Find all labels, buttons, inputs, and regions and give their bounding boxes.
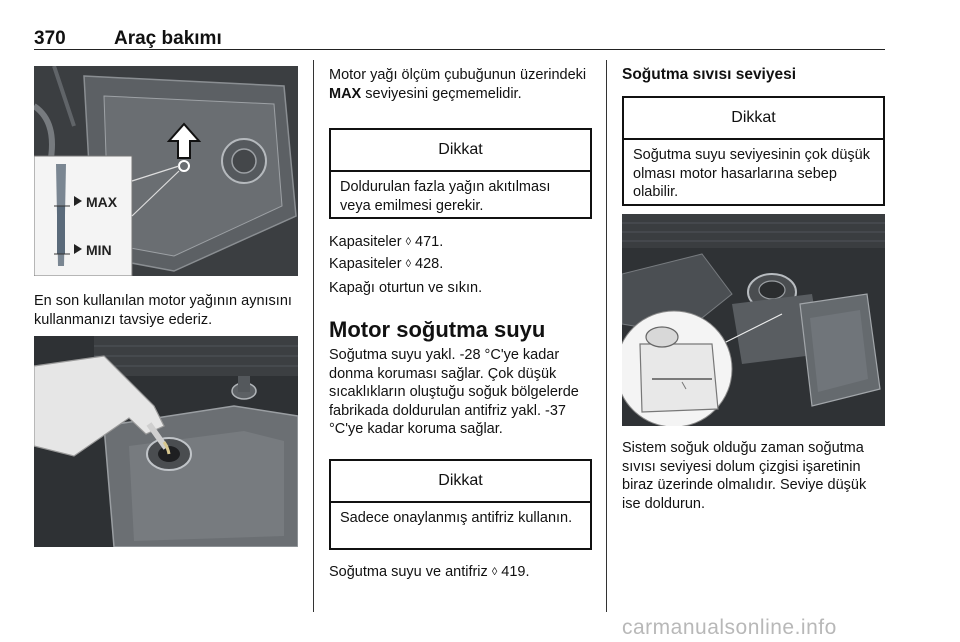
coolant-level-instruction: Sistem soğuk olduğu zaman soğutma sıvısı seviyesi dolum çizgisi işaretinin biraz üzerinde olmalıdır. Seviye düşük ise doldurun. [622, 440, 867, 512]
coolant-description-text: Soğutma suyu yakl. -28 °C'ye kadar donma koruması sağlar. Çok düşük sıcaklıkların oluştuğu soğuk bölgelerde fabrikada doldurulan antifriz yakl. -37 °C'ye kadar koruma sağlar. [329, 347, 579, 437]
caution-body: Soğutma suyu seviyesinin çok düşük olması motor hasarlarına sebep olabilir. [633, 147, 870, 200]
header-rule [34, 49, 885, 50]
watermark: carmanualsonline.info [622, 616, 837, 639]
section-heading-coolant: Motor soğutma suyu [329, 317, 546, 342]
caution-title: Dikkat [624, 98, 883, 140]
max-mark-label: MAX [86, 194, 118, 210]
column-divider-1 [313, 60, 314, 612]
min-mark-label: MIN [86, 242, 112, 258]
caution-body: Doldurulan fazla yağın akıtılması veya emilmesi gerekir. [340, 179, 551, 214]
capacities-reference-1[interactable]: Kapasiteler ◊ 471. [329, 234, 444, 250]
caution-box-oil-overfill [329, 128, 592, 219]
caution-box-coolant-level [622, 96, 885, 206]
page-number: 370 [34, 28, 66, 49]
coolant-level-heading: Soğutma sıvısı seviyesi [622, 66, 797, 83]
page-ref-icon: ◊ [405, 236, 412, 248]
oil-recommendation-text: En son kullanılan motor yağının aynısını kullanmanızı tavsiye ederiz. [34, 293, 292, 328]
coolant-reservoir-illustration [622, 214, 885, 426]
caution-title: Dikkat [331, 130, 590, 172]
coolant-antifreeze-reference[interactable]: Soğutma suyu ve antifriz ◊ 419. [329, 564, 530, 580]
close-cap-instruction: Kapağı oturtun ve sıkın. [329, 280, 483, 296]
caution-title: Dikkat [331, 461, 590, 503]
max-label: MAX [329, 85, 362, 102]
page-ref-icon: ◊ [405, 258, 412, 270]
page-ref-icon: ◊ [491, 566, 498, 578]
oil-filling-illustration [34, 336, 298, 547]
caution-box-antifreeze [329, 459, 592, 550]
dipstick-max-warning-text: Motor yağı ölçüm çubuğunun üzerindeki MAX seviyesini geçmemelidir. [329, 67, 587, 102]
capacities-reference-2[interactable]: Kapasiteler ◊ 428. [329, 256, 444, 272]
caution-body: Sadece onaylanmış antifriz kullanın. [340, 510, 573, 526]
column-divider-2 [606, 60, 607, 612]
oil-dipstick-illustration [34, 66, 298, 276]
page-title: Araç bakımı [114, 28, 222, 49]
